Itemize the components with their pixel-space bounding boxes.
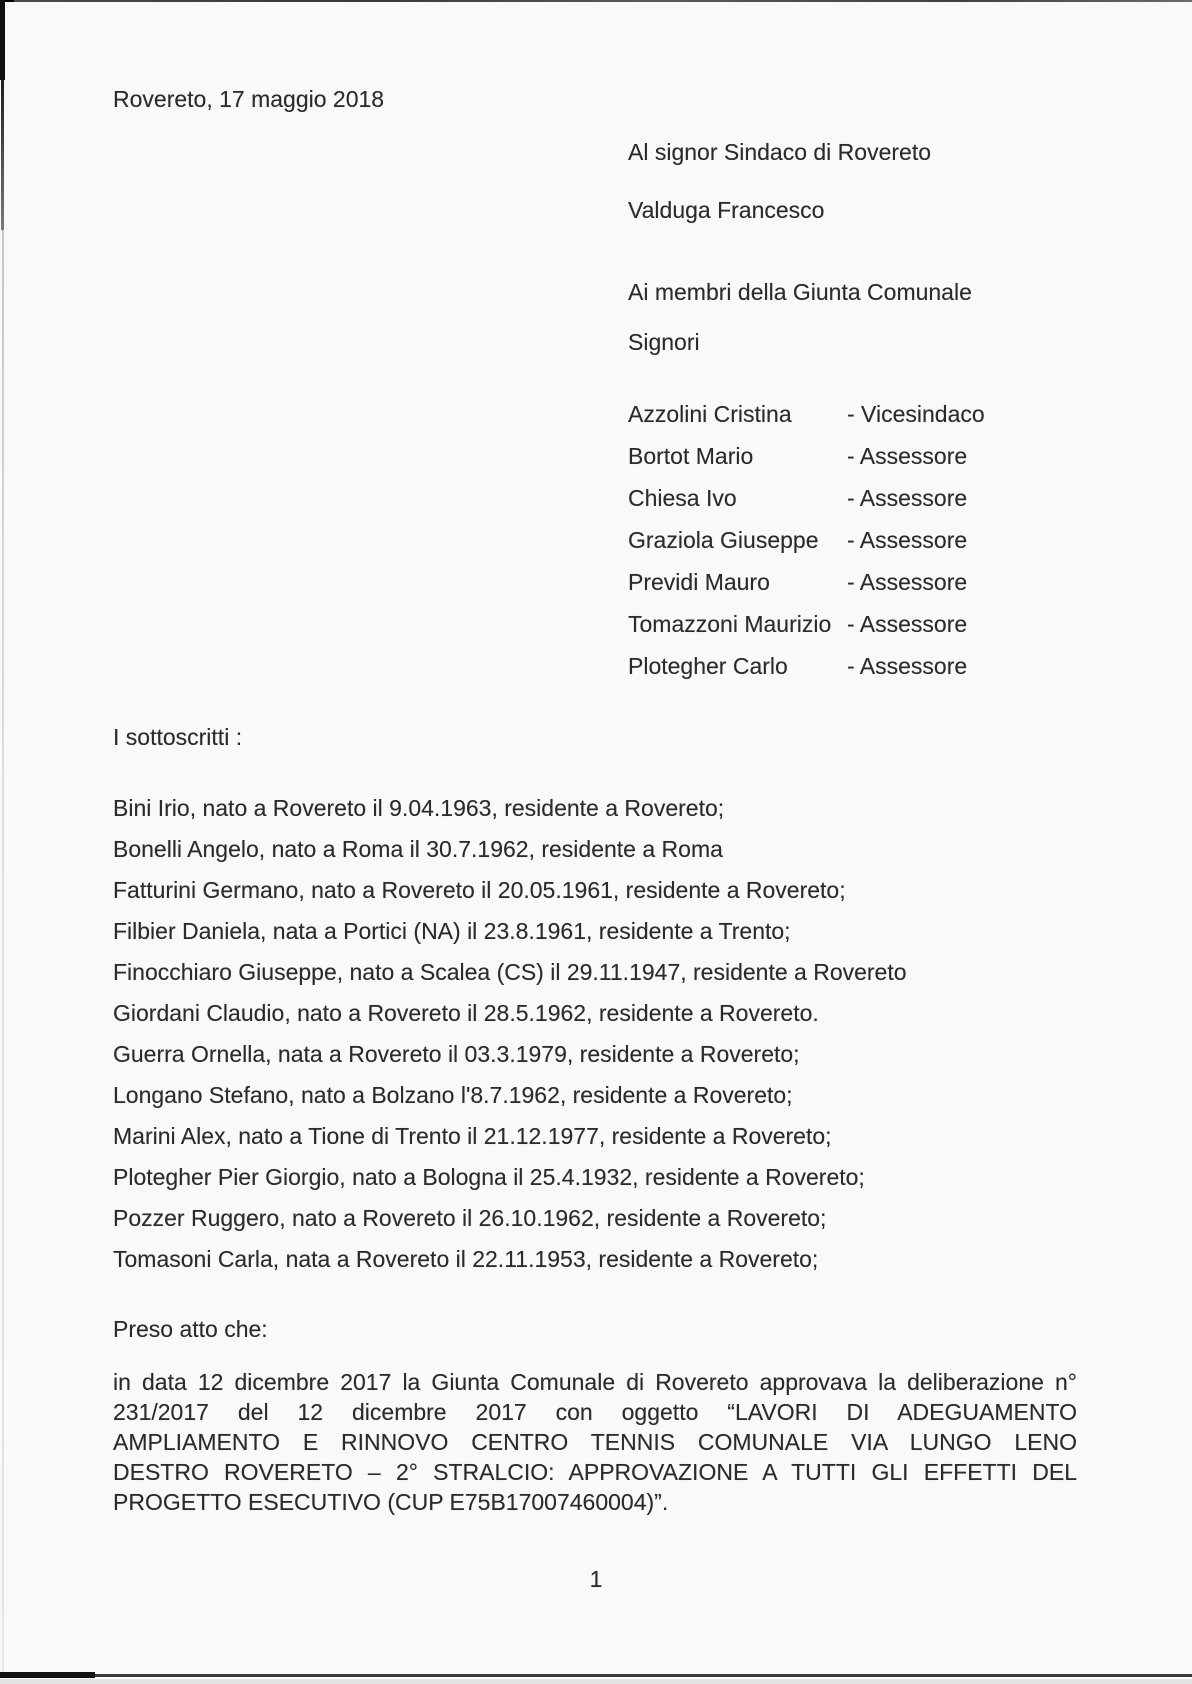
member-role: - Assessore — [847, 653, 968, 679]
recipient-line-sindaco: Al signor Sindaco di Rovereto — [628, 139, 931, 165]
member-role: - Assessore — [847, 569, 968, 595]
scan-artifact-bottom-strip — [0, 1679, 1192, 1684]
scan-artifact-top-edge — [0, 0, 1192, 2]
date-line: Rovereto, 17 maggio 2018 — [113, 86, 385, 112]
subscriber-line: Fatturini Germano, nato a Rovereto il 20.05.1961, residente a Rovereto; — [113, 877, 846, 903]
subscriber-line: Tomasoni Carla, nata a Rovereto il 22.11.1953, residente a Rovereto; — [113, 1246, 819, 1272]
subscriber-line: Finocchiaro Giuseppe, nato a Scalea (CS) il 29.11.1947, residente a Rovereto — [113, 959, 907, 985]
paragraph-line: AMPLIAMENTO E RINNOVO CENTRO TENNIS COMUNALE VIA LUNGO LENO — [113, 1429, 1077, 1455]
subscriber-line: Giordani Claudio, nato a Rovereto il 28.5.1962, residente a Rovereto. — [113, 1000, 819, 1026]
recipient-line-signori: Signori — [628, 329, 700, 355]
subscriber-line: Bonelli Angelo, nato a Roma il 30.7.1962, residente a Roma — [113, 836, 723, 862]
subscriber-line: Marini Alex, nato a Tione di Trento il 21.12.1977, residente a Rovereto; — [113, 1123, 832, 1149]
subscribers-heading: I sottoscritti : — [113, 724, 243, 750]
subscriber-line: Bini Irio, nato a Rovereto il 9.04.1963, residente a Rovereto; — [113, 795, 725, 821]
deliberation-paragraph — [113, 1367, 1077, 1517]
recipient-line-giunta: Ai membri della Giunta Comunale — [628, 279, 972, 305]
member-name: Chiesa Ivo — [628, 485, 737, 511]
page-number: 1 — [589, 1566, 603, 1592]
member-role: - Vicesindaco — [847, 401, 985, 427]
member-role: - Assessore — [847, 485, 968, 511]
member-role: - Assessore — [847, 443, 968, 469]
giunta-member-row — [628, 603, 985, 645]
subscriber-line: Guerra Ornella, nata a Rovereto il 03.3.1979, residente a Rovereto; — [113, 1041, 800, 1067]
preso-atto-heading: Preso atto che: — [113, 1316, 268, 1342]
scan-artifact-bottom-edge — [0, 1674, 1192, 1677]
member-name: Tomazzoni Maurizio — [628, 611, 832, 637]
giunta-member-row — [628, 519, 985, 561]
subscriber-line: Plotegher Pier Giorgio, nato a Bologna il 25.4.1932, residente a Rovereto; — [113, 1164, 865, 1190]
scan-artifact-left-fade — [1, 80, 4, 230]
subscriber-line: Longano Stefano, nato a Bolzano l'8.7.1962, residente a Rovereto; — [113, 1082, 793, 1108]
member-name: Bortot Mario — [628, 443, 754, 469]
giunta-member-row — [628, 645, 985, 687]
giunta-member-row — [628, 477, 985, 519]
giunta-members-list — [628, 393, 985, 687]
paragraph-line: PROGETTO ESECUTIVO (CUP E75B17007460004)”. — [113, 1489, 669, 1515]
member-name: Plotegher Carlo — [628, 653, 788, 679]
subscribers-list — [113, 788, 907, 1280]
giunta-member-row — [628, 435, 985, 477]
member-name: Azzolini Cristina — [628, 401, 792, 427]
scan-artifact-bottom-left-wedge — [0, 1672, 95, 1678]
giunta-member-row — [628, 393, 985, 435]
member-name: Previdi Mauro — [628, 569, 770, 595]
recipient-line-sindaco-name: Valduga Francesco — [628, 197, 825, 223]
giunta-member-row — [628, 561, 985, 603]
paragraph-line: 231/2017 del 12 dicembre 2017 con oggetto “LAVORI DI ADEGUAMENTO — [113, 1399, 1077, 1425]
subscriber-line: Filbier Daniela, nata a Portici (NA) il 23.8.1961, residente a Trento; — [113, 918, 791, 944]
member-role: - Assessore — [847, 527, 968, 553]
paragraph-line: in data 12 dicembre 2017 la Giunta Comunale di Rovereto approvava la deliberazione n° — [113, 1369, 1077, 1395]
member-name: Graziola Giuseppe — [628, 527, 819, 553]
member-role: - Assessore — [847, 611, 968, 637]
scan-artifact-left-bar — [0, 0, 5, 80]
scan-artifact-left-faint-line — [2, 230, 4, 1674]
paragraph-line: DESTRO ROVERETO – 2° STRALCIO: APPROVAZIONE A TUTTI GLI EFFETTI DEL — [113, 1459, 1077, 1485]
subscriber-line: Pozzer Ruggero, nato a Rovereto il 26.10.1962, residente a Rovereto; — [113, 1205, 827, 1231]
